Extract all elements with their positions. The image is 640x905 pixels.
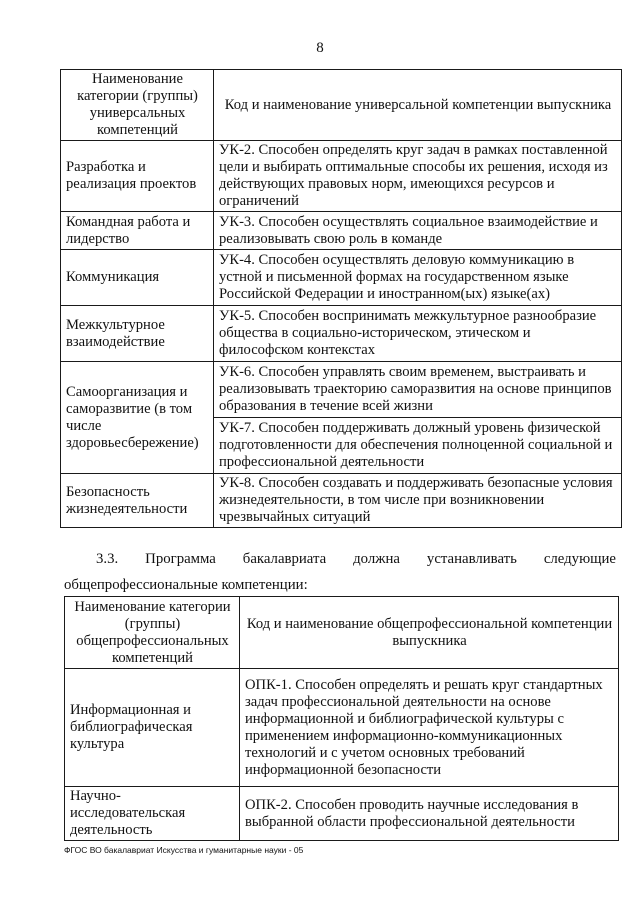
category-cell: Коммуникация: [61, 250, 214, 306]
section-line-2: общепрофессиональные компетенции:: [64, 577, 308, 593]
category-cell: Командная работа и лидерство: [61, 212, 214, 250]
section-word: Программа: [145, 551, 216, 567]
table-header-row: [61, 70, 622, 141]
competence-cell: УК-4. Способен осуществлять деловую коммуникацию в устной и письменной формах на государственном языке Российской Федерации и иностранном(ых) языке(ах): [214, 250, 622, 306]
general-professional-competencies-table: [64, 596, 619, 841]
footer-text: ФГОС ВО бакалавриат Искусства и гуманитарные науки - 05: [64, 845, 304, 855]
table-row: [61, 141, 622, 212]
section-word: должна: [353, 551, 400, 567]
section-number: 3.3.: [96, 551, 119, 567]
table-row: [61, 474, 622, 528]
competence-cell: ОПК-2. Способен проводить научные исследования в выбранной области профессиональной деятельности: [240, 787, 619, 841]
table-row: [61, 212, 622, 250]
table-row: [61, 362, 622, 418]
competence-cell: УК-2. Способен определять круг задач в рамках поставленной цели и выбирать оптимальные способы их решения, исходя из действующих правовых норм, имеющихся ресурсов и ограничений: [214, 141, 622, 212]
section-word: бакалавриата: [242, 551, 327, 567]
column-header-category: Наименование категории (группы) общепрофессиональных компетенций: [65, 597, 240, 669]
column-header-category: Наименование категории (группы) универсальных компетенций: [61, 70, 214, 141]
section-line-1: [96, 546, 616, 572]
table-row: [65, 669, 619, 787]
category-cell: Информационная и библиографическая культура: [65, 669, 240, 787]
section-word: следующие: [543, 551, 616, 567]
page-number: 8: [316, 40, 324, 56]
table-row: [61, 306, 622, 362]
competence-cell: УК-6. Способен управлять своим временем, выстраивать и реализовывать траекторию саморазвития на основе принципов образования в течение всей жизни: [214, 362, 622, 418]
section-3-3-paragraph: [64, 546, 616, 598]
table-row: [65, 787, 619, 841]
competence-cell: УК-3. Способен осуществлять социальное взаимодействие и реализовывать свою роль в команде: [214, 212, 622, 250]
column-header-competence: Код и наименование общепрофессиональной компетенции выпускника: [240, 597, 619, 669]
column-header-competence: Код и наименование универсальной компетенции выпускника: [214, 70, 622, 141]
universal-competencies-table: [60, 69, 622, 528]
table-header-row: [65, 597, 619, 669]
competence-cell: УК-7. Способен поддерживать должный уровень физической подготовленности для обеспечения полноценной социальной и профессиональной деятельности: [214, 418, 622, 474]
category-cell: Самоорганизация и саморазвитие (в том числе здоровьесбережение): [61, 362, 214, 474]
table-row: [61, 250, 622, 306]
category-cell: Разработка и реализация проектов: [61, 141, 214, 212]
category-cell: Научно-исследовательская деятельность: [65, 787, 240, 841]
competence-cell: ОПК-1. Способен определять и решать круг стандартных задач профессиональной деятельности на основе информационной и библиографической культуры с применением информационно-коммуникационных технологий и с учетом основных требований информационной безопасности: [240, 669, 619, 787]
competence-cell: УК-5. Способен воспринимать межкультурное разнообразие общества в социально-историческом, этическом и философском контекстах: [214, 306, 622, 362]
category-cell: Безопасность жизнедеятельности: [61, 474, 214, 528]
competence-cell: УК-8. Способен создавать и поддерживать безопасные условия жизнедеятельности, в том числе при возникновении чрезвычайных ситуаций: [214, 474, 622, 528]
category-cell: Межкультурное взаимодействие: [61, 306, 214, 362]
section-word: устанавливать: [426, 551, 517, 567]
